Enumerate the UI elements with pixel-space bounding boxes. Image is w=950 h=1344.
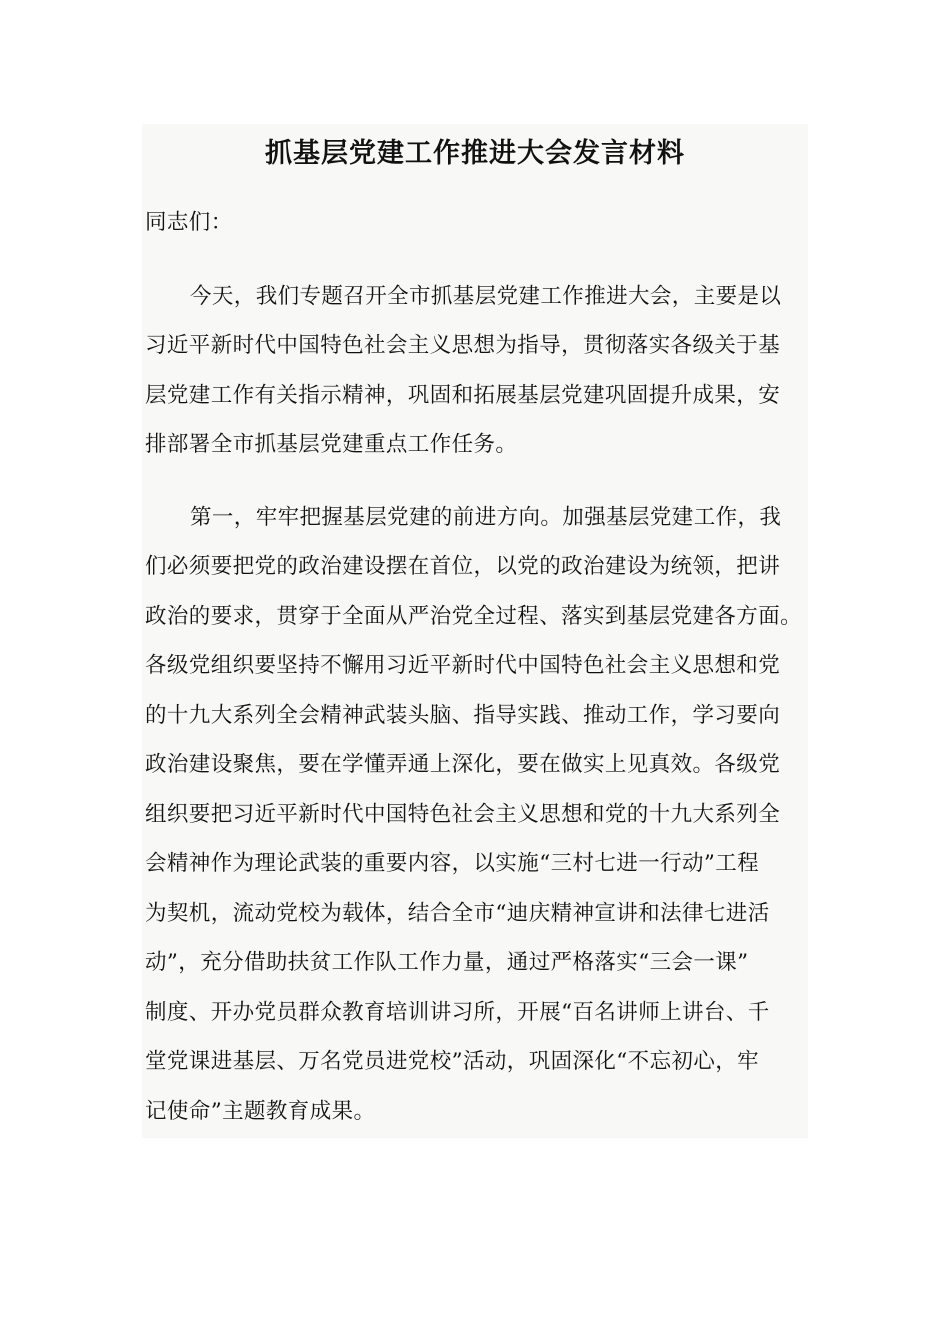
- paragraph-2-line-9: 为契机，流动党校为载体，结合全市“迪庆精神宣讲和法律七进活: [145, 901, 770, 926]
- paragraph-1-line-2: 习近平新时代中国特色社会主义思想为指导，贯彻落实各级关于基: [145, 333, 781, 358]
- paragraph-2-line-7: 组织要把习近平新时代中国特色社会主义思想和党的十九大系列全: [145, 802, 781, 827]
- paragraph-1-line-1: 今天，我们专题召开全市抓基层党建工作推进大会，主要是以: [190, 284, 782, 309]
- paragraph-2-line-2: 们必须要把党的政治建设摆在首位，以党的政治建设为统领，把讲: [145, 554, 781, 579]
- paragraph-2-line-6: 政治建设聚焦，要在学懂弄通上深化，要在做实上见真效。各级党: [145, 752, 781, 777]
- paragraph-1-line-3: 层党建工作有关指示精神，巩固和拓展基层党建巩固提升成果，安: [145, 383, 781, 408]
- salutation: 同志们：: [145, 210, 233, 235]
- paragraph-2-line-12: 堂党课进基层、万名党员进党校”活动，巩固深化“不忘初心，牢: [145, 1049, 760, 1074]
- paragraph-2-line-8: 会精神作为理论武装的重要内容，以实施“三村七进一行动”工程: [145, 851, 760, 876]
- document-title: 抓基层党建工作推进大会发言材料: [265, 138, 685, 169]
- paragraph-2-line-4: 各级党组织要坚持不懈用习近平新时代中国特色社会主义思想和党: [145, 653, 781, 678]
- paragraph-1-line-4: 排部署全市抓基层党建重点工作任务。: [145, 432, 518, 457]
- paragraph-2-line-1: 第一，牢牢把握基层党建的前进方向。加强基层党建工作，我: [190, 505, 782, 530]
- paragraph-2-line-11: 制度、开办党员群众教育培训讲习所，开展“百名讲师上讲台、千: [145, 1000, 770, 1025]
- paragraph-2-line-5: 的十九大系列全会精神武装头脑、指导实践、推动工作，学习要向: [145, 703, 781, 728]
- paragraph-2-line-10: 动”，充分借助扶贫工作队工作力量，通过严格落实“三会一课”: [145, 950, 749, 975]
- paragraph-2-line-13: 记使命”主题教育成果。: [145, 1099, 376, 1124]
- paragraph-2-line-3: 政治的要求，贯穿于全面从严治党全过程、落实到基层党建各方面。: [145, 604, 803, 629]
